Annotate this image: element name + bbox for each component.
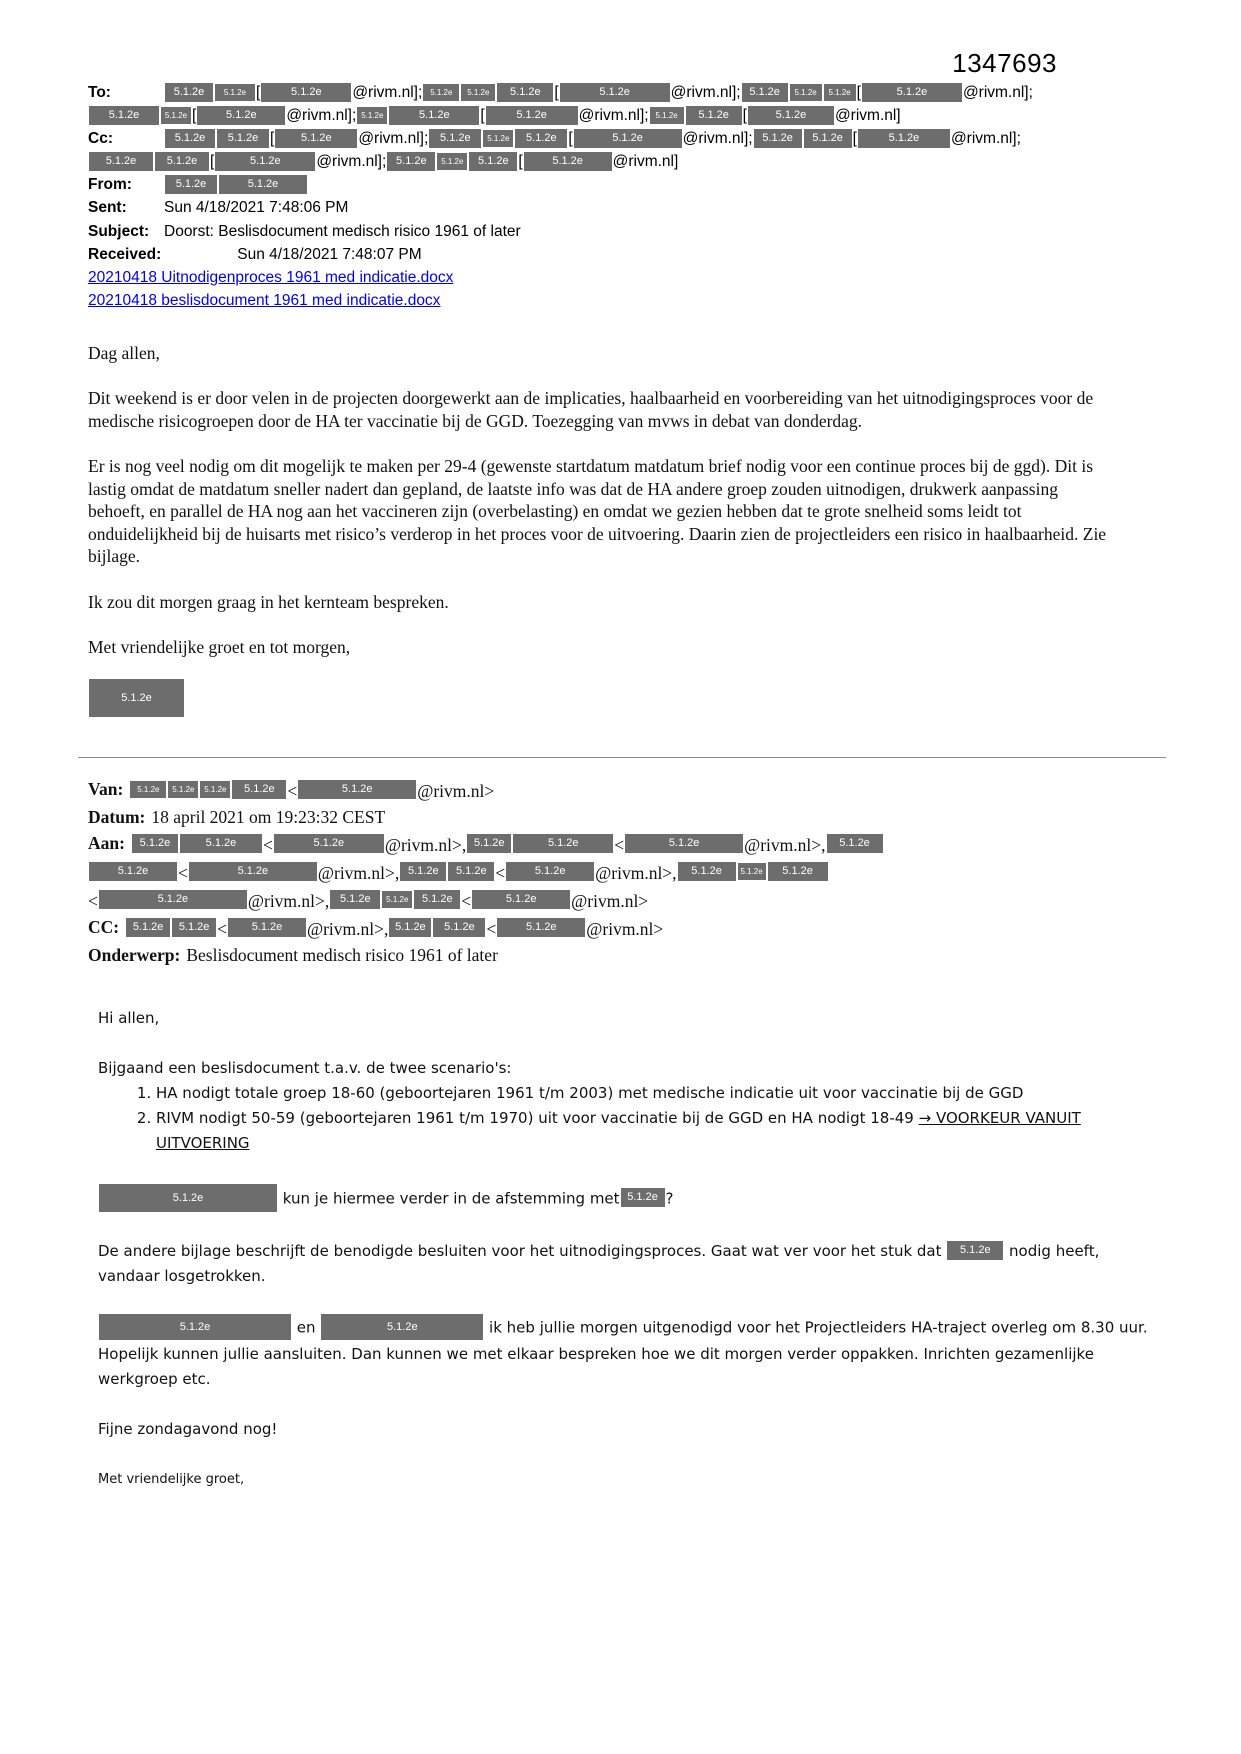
- inline-text: kun je hiermee verder in de afstemming met: [278, 1189, 620, 1208]
- inline-text: @rivm.nl>,: [247, 890, 330, 911]
- scenario-item-1: [156, 1081, 1153, 1106]
- inline-text: <: [178, 862, 188, 883]
- redaction-chip: 5.1.2e: [524, 152, 612, 171]
- inline-text: <: [614, 834, 625, 855]
- inline-text: @rivm.nl];: [950, 130, 1021, 148]
- onderwerp-value: Beslisdocument medisch risico 1961 of later: [186, 944, 498, 965]
- inline-text: nodig heeft, vandaar losgetrokken.: [98, 1241, 1100, 1285]
- redaction-chip: 5.1.2e: [483, 130, 513, 147]
- email-header: [88, 82, 1166, 312]
- redaction-chip: 5.1.2e: [217, 129, 269, 148]
- redaction-chip: 5.1.2e: [99, 1314, 291, 1340]
- redaction-chip: 5.1.2e: [768, 862, 828, 881]
- inline-text: @rivm.nl]: [612, 153, 679, 171]
- to-recipients-line-1: [164, 84, 1033, 101]
- inline-text: @rivm.nl];: [578, 107, 649, 125]
- inline-text: @rivm.nl]: [834, 107, 901, 125]
- redaction-chip: 5.1.2e: [155, 152, 209, 171]
- datum-label: Datum:: [88, 806, 146, 827]
- redaction-chip: 5.1.2e: [858, 129, 950, 148]
- received-value: Sun 4/18/2021 7:48:07 PM: [237, 245, 422, 263]
- inline-text: @rivm.nl>: [417, 780, 495, 801]
- redaction-chip: 5.1.2e: [161, 107, 191, 124]
- redaction-chip: 5.1.2e: [574, 129, 682, 148]
- inline-text: [: [480, 107, 485, 125]
- redaction-chip: 5.1.2e: [200, 781, 230, 798]
- inline-text: @rivm.nl];: [670, 84, 741, 101]
- redaction-chip: 5.1.2e: [790, 84, 822, 101]
- cc-row-continued: [88, 151, 1166, 173]
- redaction-chip: 5.1.2e: [215, 152, 315, 171]
- van-value: [129, 779, 494, 799]
- redaction-chip: 5.1.2e: [261, 83, 351, 102]
- redaction-chip: 5.1.2e: [89, 106, 159, 125]
- aan-recipients-line-3: [88, 889, 648, 909]
- inline-text: <: [287, 780, 298, 801]
- redaction-chip: 5.1.2e: [513, 834, 613, 853]
- attachment-link-beslisdocument[interactable]: 20210418 beslisdocument 1961 med indicatie.docx: [88, 291, 441, 309]
- paragraph-weekend: Dit weekend is er door velen in de projecten doorgewerkt aan de implicaties, haalbaarheid en voorbereiding van het uitnodigingsproces voor de medische risicogroepen door de HA ter vaccinatie bij de GGD. Toezegging van mvws in debat van donderdag.: [88, 388, 1094, 431]
- inline-text: [: [256, 84, 261, 101]
- quoted-intro: Bijgaand een beslisdocument t.a.v. de twee scenario's:: [98, 1058, 512, 1077]
- redaction-chip: 5.1.2e: [132, 834, 178, 853]
- cc-recipients-line-1: [164, 130, 1021, 147]
- redaction-chip: 5.1.2e: [232, 780, 286, 799]
- redaction-chip: 5.1.2e: [515, 129, 567, 148]
- redaction-chip: 5.1.2e: [197, 106, 285, 125]
- to-row-continued: [88, 105, 1166, 127]
- inline-text: [: [742, 107, 747, 125]
- aan-row: [88, 830, 1166, 858]
- aan-recipients-line-1: [131, 833, 884, 853]
- paragraph-bijlage: [98, 1239, 1153, 1289]
- redaction-chip: 5.1.2e: [414, 890, 460, 909]
- redaction-chip: 5.1.2e: [650, 107, 684, 124]
- inline-text: @rivm.nl>,: [384, 834, 467, 855]
- inline-text: <: [88, 890, 98, 911]
- redaction-chip: 5.1.2e: [497, 83, 553, 102]
- inline-text: [: [192, 107, 197, 125]
- subject-row: [88, 221, 1166, 243]
- redaction-chip: 5.1.2e: [382, 891, 412, 908]
- redaction-chip: 5.1.2e: [506, 862, 594, 881]
- datum-value: 18 april 2021 om 19:23:32 CEST: [151, 806, 386, 827]
- cc-quoted-row: [88, 914, 1166, 942]
- afstemming-line: [98, 1184, 1153, 1214]
- inline-text: <: [217, 918, 227, 939]
- redaction-chip: 5.1.2e: [165, 175, 217, 194]
- redaction-chip: 5.1.2e: [423, 84, 459, 101]
- redaction-chip: 5.1.2e: [89, 679, 184, 717]
- scenario-2-underlined-text: → VOORKEUR VANUIT UITVOERING: [156, 1108, 1081, 1152]
- inline-text: @rivm.nl];: [286, 107, 357, 125]
- redaction-chip: 5.1.2e: [357, 107, 387, 124]
- redaction-chip: 5.1.2e: [560, 83, 670, 102]
- redaction-chip: 5.1.2e: [824, 84, 856, 101]
- redaction-chip: 5.1.2e: [472, 890, 570, 909]
- redaction-chip: 5.1.2e: [180, 834, 262, 853]
- paragraph-invite: [98, 1314, 1153, 1392]
- inline-text: @rivm.nl];: [316, 153, 387, 171]
- from-value: [164, 176, 308, 193]
- redaction-chip: 5.1.2e: [804, 129, 852, 148]
- redaction-chip: 5.1.2e: [827, 834, 883, 853]
- to-row: [88, 82, 1166, 104]
- inline-text: @rivm.nl>,: [744, 834, 826, 855]
- redaction-chip: 5.1.2e: [389, 918, 431, 937]
- paragraph-kernteam: Ik zou dit morgen graag in het kernteam bespreken.: [88, 591, 449, 612]
- cc-recipients-line-2: [88, 153, 678, 170]
- redaction-chip: 5.1.2e: [126, 918, 170, 937]
- inline-text: <: [461, 890, 472, 911]
- inline-text: @rivm.nl];: [358, 130, 429, 148]
- redaction-chip: 5.1.2e: [219, 175, 307, 194]
- redaction-chip: 5.1.2e: [754, 129, 802, 148]
- inline-text: [: [210, 153, 215, 171]
- redaction-chip: 5.1.2e: [89, 862, 177, 881]
- redaction-chip: 5.1.2e: [89, 152, 153, 171]
- inline-text: ik heb jullie morgen uitgenodigd voor het Projectleiders HA-traject overleg om 8.30 uur. Hopelijk kunnen jullie aansluiten. Dan kunnen we met elkaar bespreken hoe we dit morgen verder oppakken. Inrichten gezamenlijke werkgroep etc.: [98, 1318, 1148, 1388]
- attachment-row: [88, 290, 1166, 312]
- redaction-chip: 5.1.2e: [389, 106, 479, 125]
- quoted-greeting: Hi allen,: [98, 1008, 160, 1027]
- inline-text: [: [270, 130, 275, 148]
- redaction-chip: 5.1.2e: [862, 83, 962, 102]
- inline-text: @rivm.nl>: [571, 890, 649, 911]
- sent-row: [88, 197, 1166, 219]
- redaction-chip: 5.1.2e: [165, 83, 213, 102]
- redaction-chip: 5.1.2e: [130, 781, 166, 798]
- greeting-text: Dag allen,: [88, 342, 160, 363]
- sent-value: Sun 4/18/2021 7:48:06 PM: [164, 199, 349, 217]
- redaction-chip: 5.1.2e: [99, 890, 247, 909]
- aan-label: Aan:: [88, 832, 125, 853]
- onderwerp-row: [88, 942, 1166, 968]
- redaction-chip: 5.1.2e: [165, 129, 215, 148]
- redaction-chip: 5.1.2e: [486, 106, 578, 125]
- redaction-chip: 5.1.2e: [400, 862, 446, 881]
- redaction-chip: 5.1.2e: [274, 834, 384, 853]
- section-divider: [78, 757, 1166, 758]
- inline-text: @rivm.nl];: [962, 84, 1033, 101]
- aan-recipients-line-2: [88, 861, 829, 881]
- quoted-email-body: [98, 1006, 1153, 1492]
- from-row: [88, 174, 1166, 196]
- redaction-chip: 5.1.2e: [742, 83, 788, 102]
- inline-text: @rivm.nl];: [682, 130, 753, 148]
- van-label: Van:: [88, 778, 124, 799]
- to-label: To:: [88, 84, 111, 101]
- attachment-link-uitnodigenproces[interactable]: 20210418 Uitnodigenproces 1961 med indicatie.docx: [88, 268, 454, 286]
- to-recipients-line-2: [88, 107, 901, 124]
- inline-text: @rivm.nl>: [586, 918, 664, 939]
- inline-text: en: [292, 1318, 321, 1337]
- redaction-chip: 5.1.2e: [168, 781, 198, 798]
- inline-text: [: [568, 130, 573, 148]
- redaction-chip: 5.1.2e: [738, 863, 766, 880]
- redaction-chip: 5.1.2e: [469, 152, 517, 171]
- quoted-closing: Met vriendelijke groet,: [98, 1471, 245, 1487]
- redaction-chip: 5.1.2e: [625, 834, 743, 853]
- subject-value: Doorst: Beslisdocument medisch risico 1961 of later: [164, 222, 521, 240]
- redaction-chip: 5.1.2e: [99, 1184, 277, 1212]
- redaction-chip: 5.1.2e: [228, 918, 306, 937]
- document-number: 1347693: [952, 48, 1057, 78]
- scenario-1-text: HA nodigt totale groep 18-60 (geboortejaren 1961 t/m 2003) met medische indicatie uit voor vaccinatie bij de GGD: [156, 1083, 1024, 1102]
- redaction-chip: 5.1.2e: [467, 834, 511, 853]
- signature-redaction: [88, 679, 1108, 719]
- aan-row-continued: [88, 858, 1166, 886]
- paragraph-planning: Er is nog veel nodig om dit mogelijk te maken per 29-4 (gewenste startdatum matdatum brief nodig voor een continue proces bij de ggd). Dit is lastig omdat de matdatum sneller nadert dan gepland, de laatste info was dat de HA andere groep zouden uitnodigen, drukwerk aanpassing behoeft, en parallel de HA nog aan het vaccineren zijn (overbelasting) en omdat we gezien hebben dat te grote snelheid soms leidt tot onduidelijkheid bij de huisarts met risico’s verderop in het proces voor de uitvoering. Daarin zien de projectleiders een risico in haalbaarheid. Zie bijlage.: [88, 456, 1107, 567]
- cc-quoted-recipients: [125, 917, 663, 937]
- redaction-chip: 5.1.2e: [275, 129, 357, 148]
- cc-label: Cc:: [88, 130, 113, 148]
- redaction-chip: 5.1.2e: [387, 152, 435, 171]
- inline-text: @rivm.nl>,: [595, 862, 677, 883]
- redaction-chip: 5.1.2e: [448, 862, 494, 881]
- redaction-chip: 5.1.2e: [686, 106, 742, 125]
- inline-text: [: [554, 84, 559, 101]
- inline-text: <: [262, 834, 273, 855]
- redaction-chip: 5.1.2e: [298, 780, 416, 799]
- inline-text: [: [856, 84, 861, 101]
- scenario-item-2: [156, 1106, 1153, 1156]
- datum-row: [88, 804, 1166, 830]
- onderwerp-label: Onderwerp:: [88, 944, 181, 965]
- inline-text: @rivm.nl>,: [306, 918, 389, 939]
- inline-text: [: [852, 130, 857, 148]
- redaction-chip: 5.1.2e: [321, 1314, 483, 1340]
- from-label: From:: [88, 176, 132, 194]
- received-row: [88, 244, 1166, 266]
- inline-text: <: [495, 862, 506, 883]
- inline-text: De andere bijlage beschrijft de benodigde besluiten voor het uitnodigingsproces. Gaat wat ver voor het stuk dat: [98, 1241, 947, 1260]
- scenario-2-text: RIVM nodigt 50-59 (geboortejaren 1961 t/m 1970) uit voor vaccinatie bij de GGD en HA nodigt 18-49: [156, 1108, 919, 1127]
- redaction-chip: 5.1.2e: [172, 918, 216, 937]
- received-label: Received:: [88, 245, 162, 263]
- inline-text: <: [486, 918, 497, 939]
- cc-quoted-label: CC:: [88, 916, 120, 937]
- van-row: [88, 776, 1166, 804]
- redaction-chip: 5.1.2e: [429, 129, 481, 148]
- inline-text: @rivm.nl>,: [317, 862, 400, 883]
- inline-text: [: [518, 153, 523, 171]
- redaction-chip: 5.1.2e: [748, 106, 834, 125]
- redaction-chip: 5.1.2e: [433, 918, 485, 937]
- redaction-chip: 5.1.2e: [621, 1188, 665, 1207]
- redaction-chip: 5.1.2e: [437, 153, 467, 170]
- inline-text: ?: [665, 1189, 674, 1208]
- quoted-email-header: [88, 776, 1166, 968]
- redaction-chip: 5.1.2e: [947, 1241, 1003, 1260]
- attachment-row: [88, 267, 1166, 289]
- redaction-chip: 5.1.2e: [330, 890, 380, 909]
- farewell-text: Fijne zondagavond nog!: [98, 1419, 278, 1438]
- inline-text: @rivm.nl];: [352, 84, 423, 101]
- redaction-chip: 5.1.2e: [461, 84, 495, 101]
- scenario-list: [98, 1081, 1153, 1156]
- closing-text: Met vriendelijke groet en tot morgen,: [88, 637, 351, 658]
- redaction-chip: 5.1.2e: [215, 84, 255, 101]
- email-body: [88, 342, 1108, 719]
- cc-row: [88, 128, 1166, 150]
- aan-row-continued: [88, 886, 1166, 914]
- subject-label: Subject:: [88, 222, 150, 240]
- redaction-chip: 5.1.2e: [497, 918, 585, 937]
- sent-label: Sent:: [88, 199, 127, 217]
- redaction-chip: 5.1.2e: [189, 862, 317, 881]
- redaction-chip: 5.1.2e: [678, 862, 736, 881]
